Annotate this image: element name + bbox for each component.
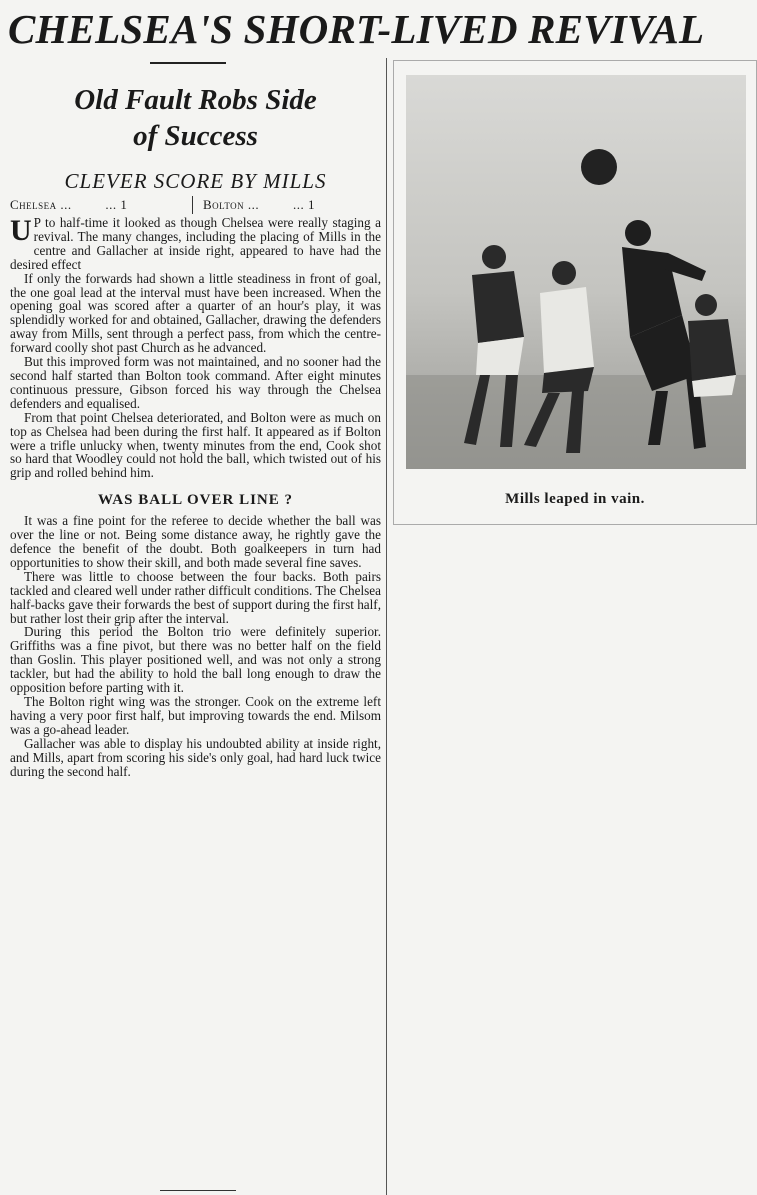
paragraph: There was little to choose between the four backs. Both pairs tackled and cleared well under rather difficult conditions. The Chelsea half-backs gave their forwards the best of support during the first half, but rather lost their grip after the interval. (10, 568, 381, 626)
match-photo (406, 75, 746, 469)
paragraph: Gallacher was able to display his undoubted ability at inside right, and Mills, apart from scoring his side's only goal, had hard luck twice during the second half. (10, 735, 381, 779)
home-team: Chelsea ... (10, 197, 72, 212)
crosshead: WAS BALL OVER LINE ? (97, 492, 294, 509)
subheadline-line-2: of Success (133, 120, 258, 152)
football (581, 149, 617, 185)
photo-frame (393, 60, 757, 525)
paragraph: It was a fine point for the referee to decide whether the ball was over the line or not. Being some distance away, he rightly gave the defence the benefit of the doubt. Both goalkeepers in turn had opportunities to show their skill, and both made several fine saves. (10, 513, 381, 570)
paragraph (10, 216, 381, 272)
paragraph: During this period the Bolton trio were definitely superior. Griffiths was a fine pivot, but there was no better half on the field than Goslin. This player positioned well, and was not only a strong tackler, but had the ability to hold the ball long enough to draw the opposition before parting with it. (10, 624, 381, 696)
paragraph-text: P to half-time it looked as though Chelsea were really staging a revival. The many changes, including the placing of Mills in the centre and Gallacher at inside right, appeared to have had the desired effect (10, 215, 381, 272)
away-team: Bolton ... (203, 197, 260, 212)
paragraph: The Bolton right wing was the stronger. Cook on the extreme left having a very poor first half, but improving towards the end. Milsom was a go-ahead leader. (10, 694, 381, 737)
score-divider (192, 196, 193, 214)
score-line (10, 196, 381, 214)
body-section-1 (10, 216, 381, 480)
headline: CHELSEA'S SHORT-LIVED REVIVAL (8, 6, 705, 52)
photo-caption: Mills leaped in vain. (505, 491, 645, 507)
dropcap: U (10, 214, 32, 247)
subheadline-line-1: Old Fault Robs Side (74, 84, 317, 116)
subheadline (10, 82, 381, 154)
away-goals: ... 1 (292, 197, 315, 212)
paragraph: But this improved form was not maintained, and no sooner had the second half started than Bolton took command. After eight minutes continuous pressure, Gibson forced his way through the Chelsea defenders and equalised. (10, 354, 381, 411)
paragraph: From that point Chelsea deteriorated, and Bolton were as much on top as Chelsea had been during the first half. It appeared as if Bolton were a trifle unlucky when, twenty minutes from the end, Cook shot so hard that Woodley could not hold the ball, which twisted out of his grip and rolled behind him. (10, 409, 381, 481)
score-home (10, 196, 188, 214)
article-column (10, 78, 381, 778)
paragraph: If only the forwards had shown a little steadiness in front of goal, the one goal lead at the interval must have been increased. When the opening goal was scored after a quarter of an hour's play, it was splendidly worked for and obtained, Gallacher, drawing the defenders away from Mills, sent through a perfect pass, from which the centre-forward coolly shot past Church as he advanced. (10, 270, 381, 356)
score-away (197, 196, 381, 214)
home-goals: ... 1 (105, 197, 128, 212)
headline-rule (150, 62, 226, 64)
end-rule (160, 1190, 236, 1191)
column-divider (386, 58, 387, 1195)
deck: CLEVER SCORE BY MILLS (64, 169, 327, 193)
body-section-2 (10, 514, 381, 778)
